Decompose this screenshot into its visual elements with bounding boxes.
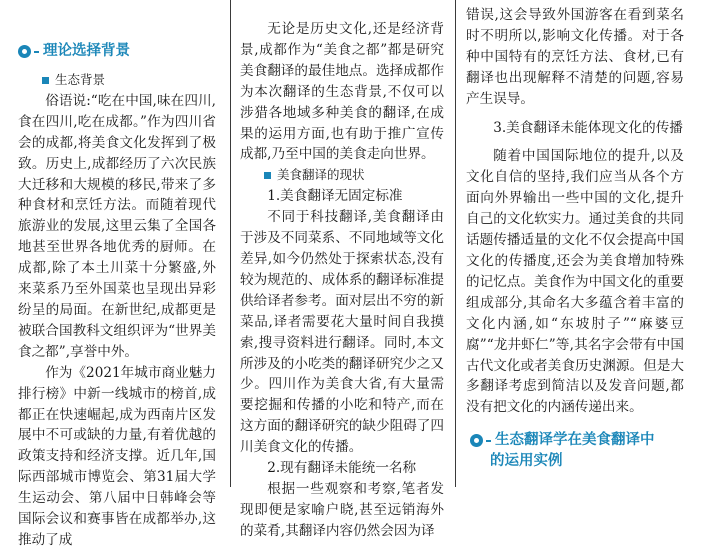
section-heading-theory bbox=[18, 41, 216, 62]
sub-heading-text: 美食翻译的现状 bbox=[277, 167, 365, 183]
paragraph: 俗语说:“吃在中国,味在四川,食在四川,吃在成都。”作为四川省会的成都,将美食文化发挥到了极致。历史上,成都经历了六次民族大迁移和大规模的移民,带来了多种食材和烹饪方法。而随着现代旅游业的发展,这里云集了全国各地甚至世界各地优秀的厨师。在成都,除了本土川菜十分繁盛,外来菜系乃至外国菜也呈现出异彩纷呈的局面。在新世纪,成都更是被联合国教科文组织评为“世界美食之都”,享誉中外。 bbox=[18, 92, 216, 360]
text-column-1 bbox=[18, 0, 216, 548]
sub-heading-status bbox=[240, 165, 444, 186]
section-heading-text: 的运用实例 bbox=[490, 453, 563, 470]
sub-heading-ecology bbox=[18, 70, 216, 91]
column-divider-left bbox=[230, 0, 231, 487]
section-bullet-icon bbox=[18, 45, 31, 58]
column-divider-right bbox=[455, 0, 456, 487]
paragraph: 随着中国国际地位的提升,以及文化自信的坚持,我们应当从各个方面向外界输出一些中国的文化,提升自己的文化软实力。通过美食的共同话题传播适量的文化不仅会提高中国文化的传播度,还会为美食增加特殊的记忆点。美食作为中国文化的重要组成部分,其命名大多蕴含着丰富的文化内涵,如“东坡肘子”“麻婆豆腐”“龙井虾仁”等,其名字会带有中国古代文化或者美食历史渊源。但是大多翻译考虑到简洁以及发音问题,都没有把文化的内涵传递出来。 bbox=[466, 148, 684, 416]
section-heading-line bbox=[490, 451, 684, 472]
square-bullet-icon bbox=[264, 172, 271, 179]
section-heading-line bbox=[470, 430, 684, 451]
point-title: 2.现有翻译未能统一名称 bbox=[267, 460, 417, 477]
paragraph: 根据一些观察和考察,笔者发现即便是家喻户晓,甚至远销海外的菜肴,其翻译内容仍然会因为译 bbox=[240, 480, 444, 539]
section-heading-text: 理论选择背景 bbox=[43, 43, 130, 59]
paragraph: 不同于科技翻译,美食翻译由于涉及不同菜系、不同地域等文化差异,如今仍然处于探索状态,没有较为规范的、成体系的翻译标准提供给译者参考。面对层出不穷的新菜品,译者需要花大量时间自我摸索,搜寻资料进行翻译。同时,本文所涉及的小吃类的翻译研究少之又少。四川作为美食大省,有大量需要挖掘和传播的小吃和特产,而在这方面的翻译研究的缺少阻碍了四川美食文化的传播。 bbox=[240, 209, 444, 456]
text-column-3 bbox=[466, 0, 684, 487]
text-column-2 bbox=[240, 0, 444, 539]
sub-heading-text: 生态背景 bbox=[55, 72, 106, 87]
section-dash-icon bbox=[486, 440, 491, 442]
paragraph: 无论是历史文化,还是经济背景,成都作为“美食之都”都是研究美食翻译的最佳地点。选择成都作为本次翻译的生态背景,不仅可以涉猎各地域多种美食的翻译,在成果的运用方面,也有助于推广宣传成都,乃至中国的美食走向世界。 bbox=[240, 21, 444, 163]
paragraph: 错误,这会导致外国游客在看到菜名时不明所以,影响文化传播。对于各种中国特有的烹饪方法、食材,已有翻译也出现解释不清楚的问题,容易产生误导。 bbox=[466, 7, 684, 107]
square-bullet-icon bbox=[42, 77, 49, 84]
section-bullet-icon bbox=[470, 434, 483, 447]
point-title: 1.美食翻译无固定标准 bbox=[267, 188, 403, 205]
section-heading-text: 生态翻译学在美食翻译中 bbox=[495, 432, 655, 449]
section-dash-icon bbox=[34, 51, 39, 53]
section-heading-application bbox=[466, 430, 684, 472]
paragraph: 作为《2021年城市商业魅力排行榜》中新一线城市的榜首,成都正在快速崛起,成为西南片区发展中不可或缺的力量,有着优越的政策支持和经济支撑。近几年,国际西部城市博览会、第31届大学生运动会、第八届中日韩峰会等国际会议和赛事皆在成都举办,这推动了成 bbox=[18, 364, 216, 548]
point-title: 3.美食翻译未能体现文化的传播 bbox=[493, 119, 683, 136]
